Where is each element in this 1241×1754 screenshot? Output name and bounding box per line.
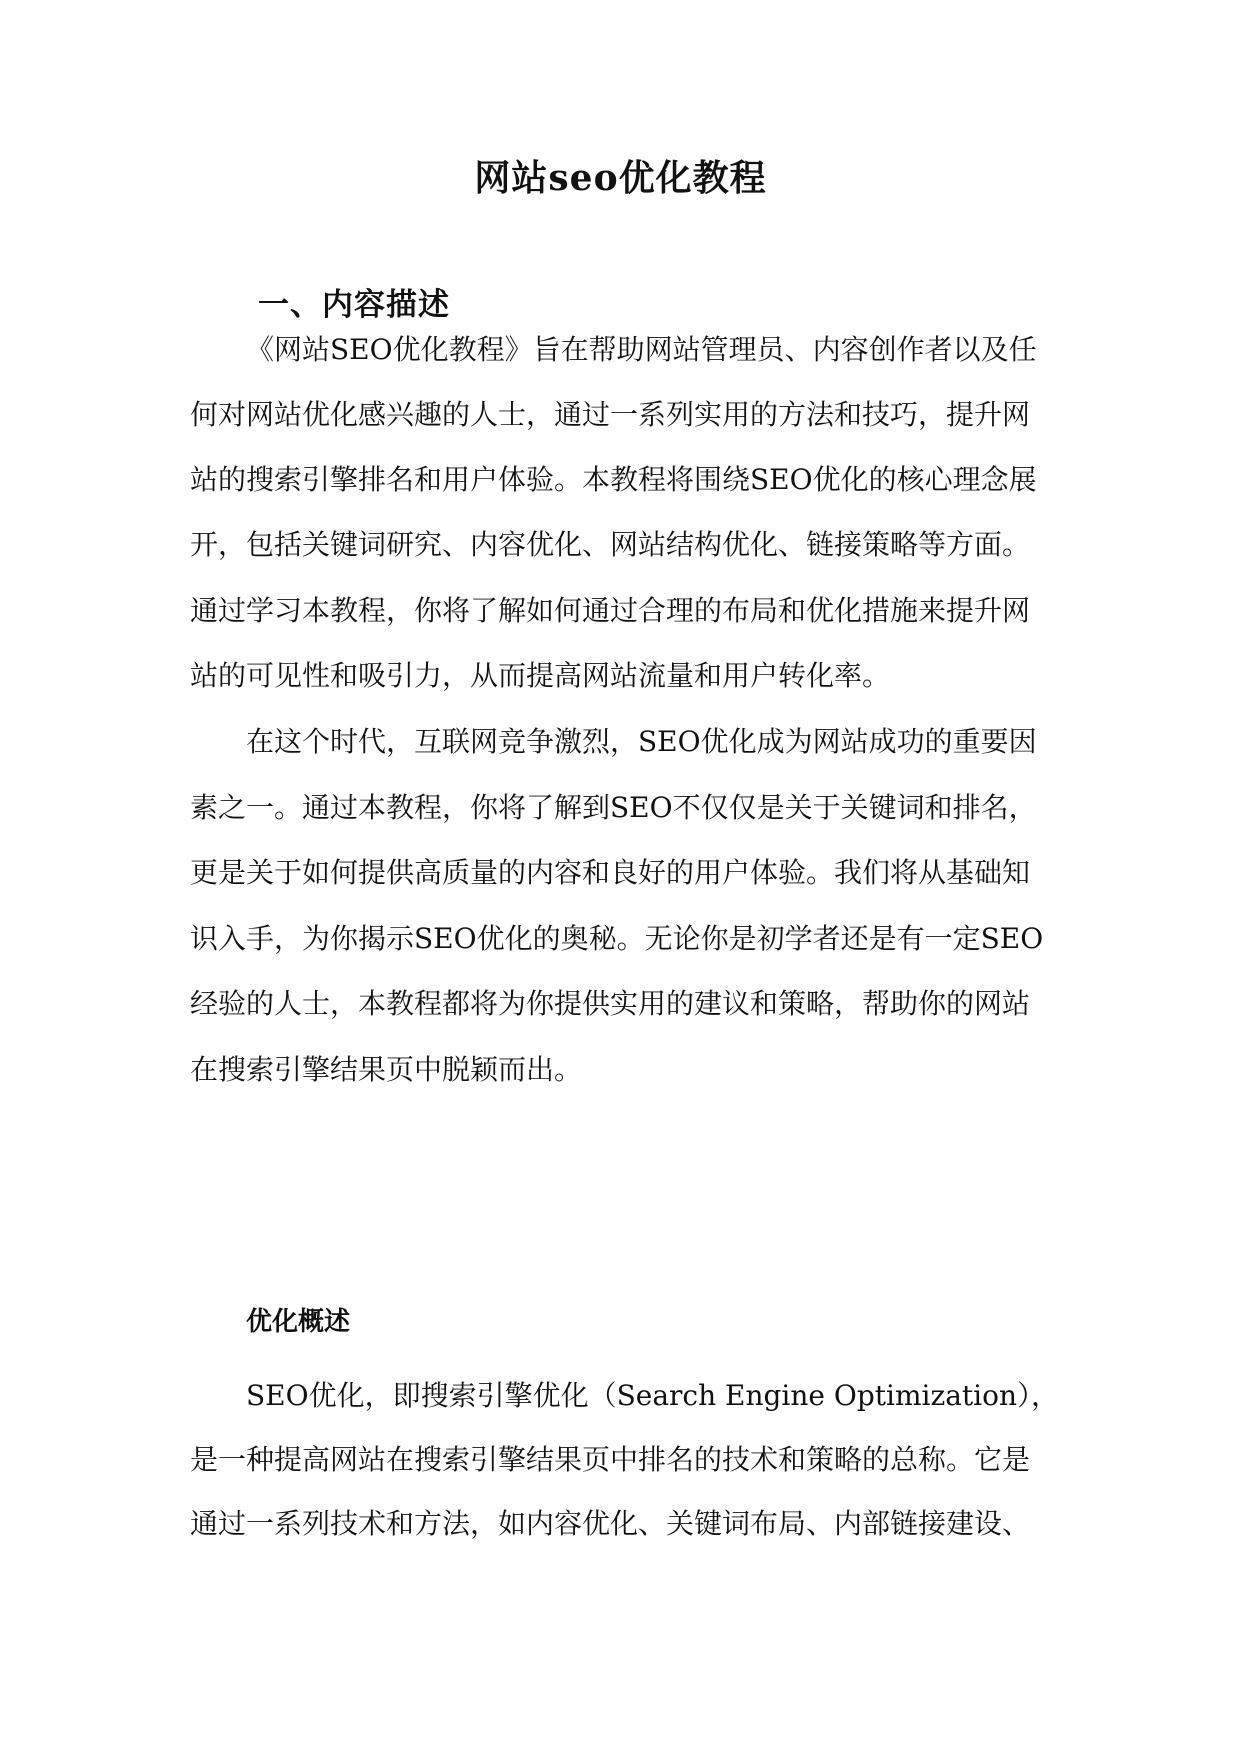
paragraph-line: 更是关于如何提供高质量的内容和良好的用户体验。我们将从基础知	[190, 856, 1031, 889]
document-title: 网站seo优化教程	[474, 157, 767, 199]
section-heading-optimization-overview: 优化概述	[246, 1307, 351, 1337]
paragraph-line: 在这个时代，互联网竞争激烈，SEO优化成为网站成功的重要因	[246, 725, 1037, 758]
paragraph-line: 《网站SEO优化教程》旨在帮助网站管理员、内容创作者以及任	[246, 333, 1037, 366]
paragraph-line: 在搜索引擎结果页中脱颖而出。	[190, 1053, 583, 1086]
section-heading-content-description: 一、内容描述	[258, 287, 450, 323]
paragraph-line: 何对网站优化感兴趣的人士，通过一系列实用的方法和技巧，提升网	[190, 398, 1031, 431]
paragraph-line: 站的可见性和吸引力，从而提高网站流量和用户转化率。	[190, 659, 891, 692]
paragraph-line: 站的搜索引擎排名和用户体验。本教程将围绕SEO优化的核心理念展	[190, 463, 1037, 496]
paragraph-line: 开，包括关键词研究、内容优化、网站结构优化、链接策略等方面。	[190, 528, 1031, 561]
paragraph-line: 识入手，为你揭示SEO优化的奥秘。无论你是初学者还是有一定SEO	[190, 922, 1044, 955]
paragraph-line: 是一种提高网站在搜索引擎结果页中排名的技术和策略的总称。它是	[190, 1443, 1031, 1476]
paragraph-line: 通过学习本教程，你将了解如何通过合理的布局和优化措施来提升网	[190, 594, 1031, 627]
paragraph-line: 通过一系列技术和方法，如内容优化、关键词布局、内部链接建设、	[190, 1507, 1031, 1540]
paragraph-line: 素之一。通过本教程，你将了解到SEO不仅仅是关于关键词和排名，	[190, 791, 1037, 824]
paragraph-line: SEO优化，即搜索引擎优化（Search Engine Optimization），	[246, 1379, 1060, 1412]
paragraph-line: 经验的人士，本教程都将为你提供实用的建议和策略，帮助你的网站	[190, 987, 1031, 1020]
